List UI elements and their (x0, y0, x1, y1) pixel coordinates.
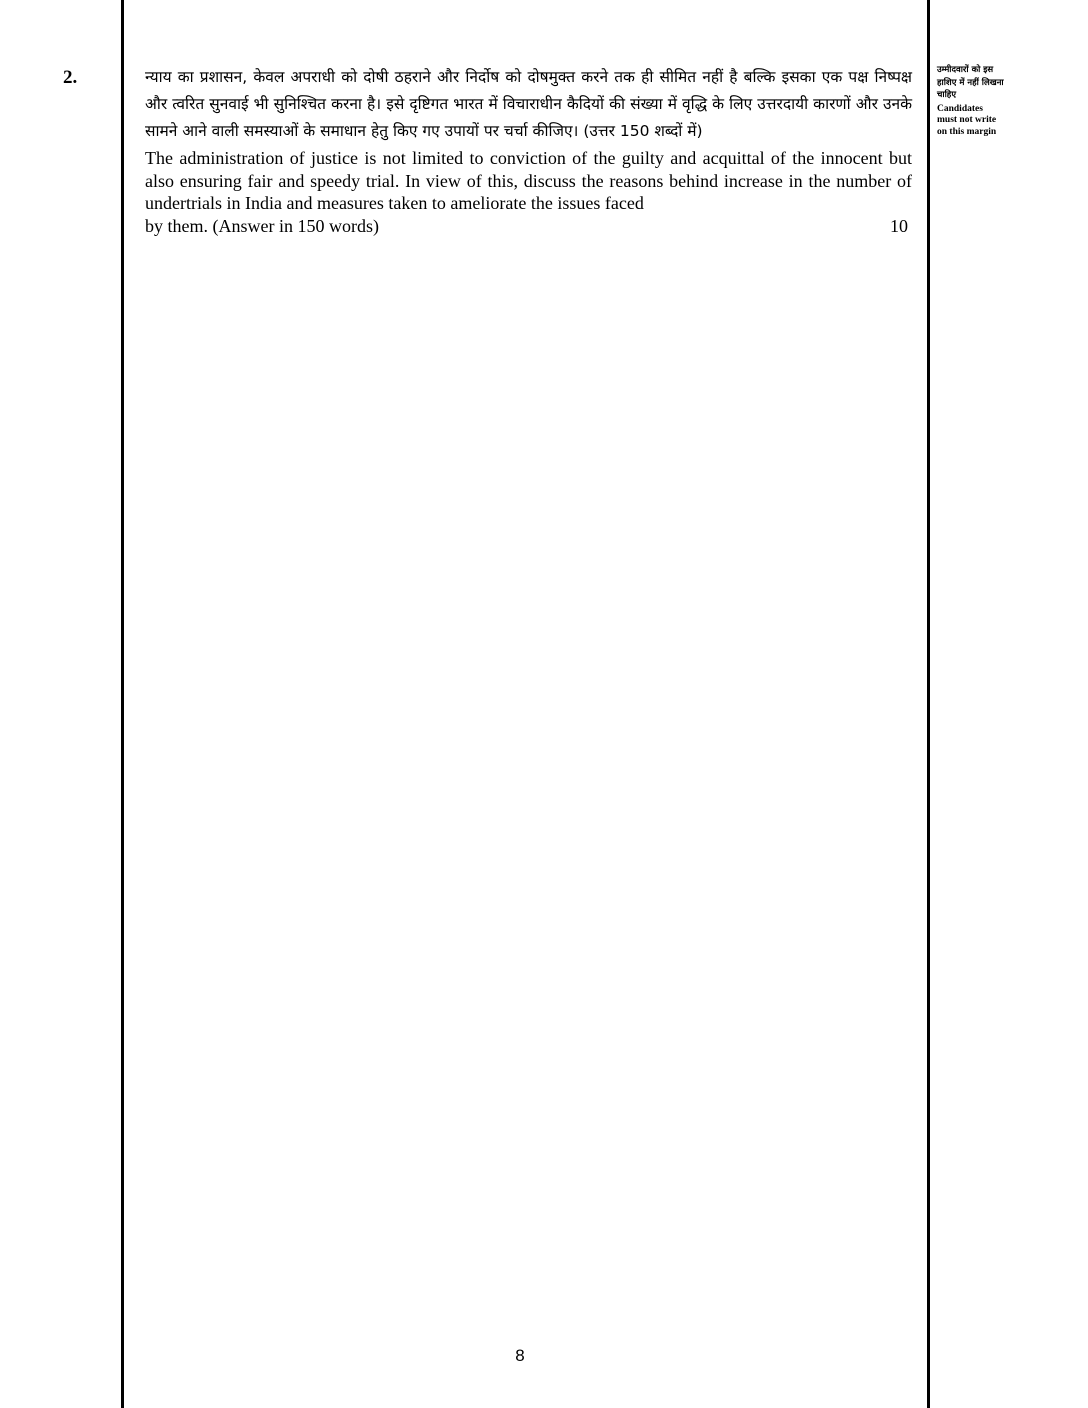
question-marks: 10 (890, 215, 908, 236)
margin-note-english: Candidates must not write on this margin (937, 103, 997, 137)
right-margin-rule (927, 0, 930, 1408)
question-text-hindi: न्याय का प्रशासन, केवल अपराधी को दोषी ठहराने और निर्दोष को दोषमुक्त करने तक ही सीमित नहीं है बल्कि इसका एक पक्ष निष्पक्ष और त्वरित सुनवाई भी सुनिश्चित करना है। इसे दृष्टिगत भारत में विचाराधीन कैदियों की संख्या में वृद्धि के लिए उत्तरदायी कारणों और उनके सामने आने वाली समस्याओं के समाधान हेतु किए गए उपायों पर चर्चा कीजिए। (उत्तर 150 शब्दों में) (145, 68, 912, 140)
margin-note (937, 64, 1009, 138)
question-last-line (145, 215, 912, 238)
question-number: 2. (63, 67, 78, 88)
question-text-english-end: by them. (Answer in 150 words) (145, 215, 379, 236)
margin-note-hindi: उम्मीदवारों को इस हाशिए में नहीं लिखना चाहिए (937, 65, 1004, 100)
left-margin-rule (121, 0, 124, 1408)
question-body (145, 64, 912, 237)
page-number: 8 (515, 1346, 525, 1365)
question-text-english: The administration of justice is not limited to conviction of the guilty and acquittal of the innocent but also ensuring fair and speedy trial. In view of this, discuss the reasons behind increase in the number of undertrials in India and measures taken to ameliorate the issues faced (145, 148, 912, 213)
